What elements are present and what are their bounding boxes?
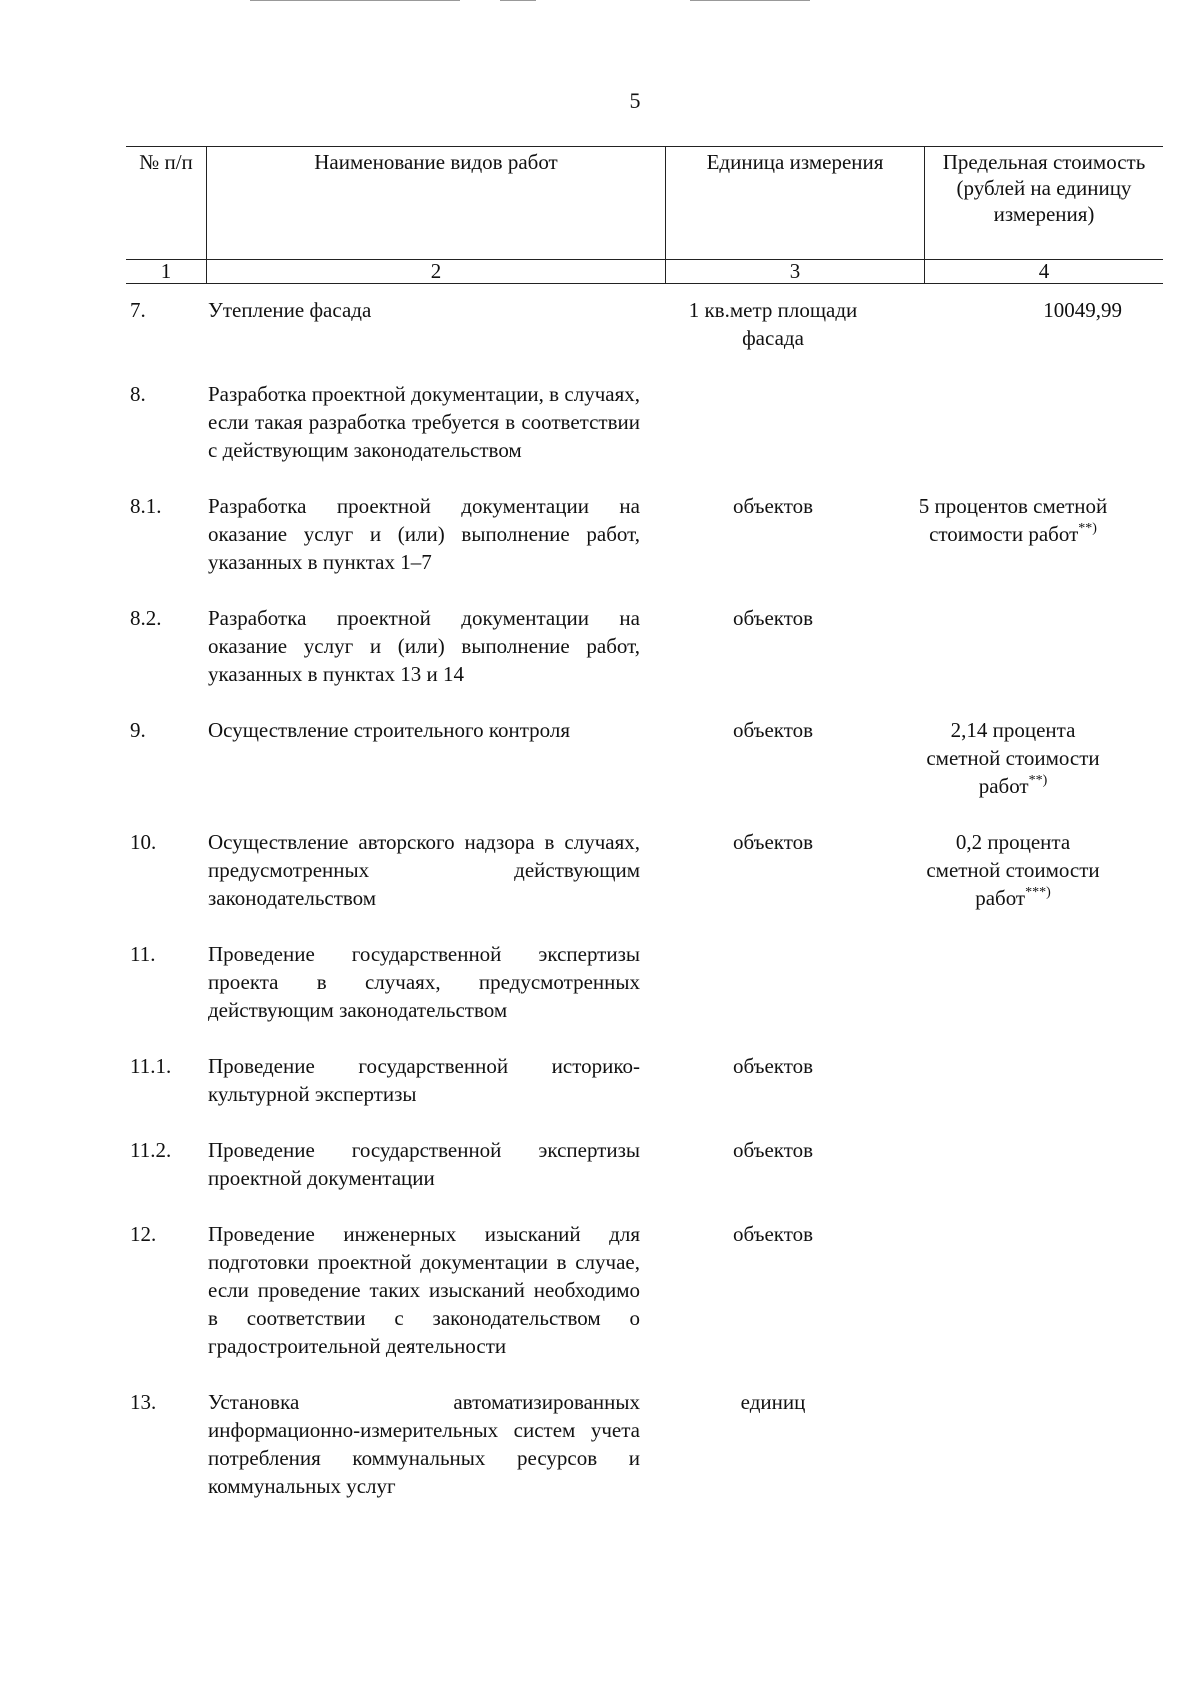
row-unit: единиц [740,1390,806,1414]
header-number: № п/п [126,147,207,260]
row-number: 10. [130,830,157,854]
row-work-name: Разработка проектной документации на оказание услуг и (или) выполнение работ, указанных в пунктах 1–7 [208,494,640,574]
row-unit: объектов [732,494,814,518]
row-number: 12. [130,1222,157,1246]
footnote-mark: ***) [1025,885,1051,900]
row-price-text: 2,14 процента сметной стоимости работ [926,718,1100,798]
column-number-1: 1 [126,260,207,284]
table-header [126,146,1163,284]
row-price [898,296,1128,352]
header-work-name: Наименование видов работ [207,147,666,260]
row-price [898,1220,1128,1360]
row-unit: объектов [732,1054,814,1078]
row-price [898,828,1128,912]
page-number: 5 [629,88,641,113]
row-number: 8. [130,382,146,406]
row-work-name: Установка автоматизированных информационно-измерительных систем учета потребления коммунальных ресурсов и коммунальных услуг [208,1390,640,1498]
row-price [898,380,1128,464]
table-row [126,296,1128,352]
column-number-3: 3 [666,260,925,284]
table-row [126,1388,1128,1500]
row-number: 9. [130,718,146,742]
table-row [126,1220,1128,1360]
table-row [126,716,1128,800]
header-unit: Единица измерения [666,147,925,260]
row-unit [648,940,898,1024]
table-row [126,492,1128,576]
table-row [126,1136,1128,1192]
row-price [898,492,1128,576]
row-price [898,604,1128,688]
row-price [898,1388,1128,1500]
row-unit: объектов [732,1138,814,1162]
row-work-name: Разработка проектной документации, в случаях, если такая разработка требуется в соответствии с действующим законодательством [208,382,640,462]
row-work-name: Проведение инженерных изысканий для подготовки проектной документации в случае, если проведение таких изысканий необходимо в соответствии с законодательством о градостроительной деятельности [208,1222,640,1358]
row-number: 8.1. [130,494,162,518]
row-price [898,940,1128,1024]
row-unit: объектов [732,830,814,854]
table-row [126,1052,1128,1108]
column-number-row [126,260,1163,284]
row-unit: 1 кв.метр площади фасада [688,298,858,350]
row-work-name: Проведение государственной экспертизы проектной документации [208,1138,640,1190]
column-number-2: 2 [207,260,666,284]
row-number: 8.2. [130,606,162,630]
row-number: 7. [130,298,146,322]
table-row [126,604,1128,688]
row-unit: объектов [732,1222,814,1246]
row-price [898,716,1128,800]
footnote-mark: **) [1078,521,1097,536]
row-price-text: 5 процентов сметной стоимости работ [918,494,1108,546]
row-work-name: Разработка проектной документации на оказание услуг и (или) выполнение работ, указанных в пунктах 13 и 14 [208,606,640,686]
row-price-text: 10049,99 [1043,298,1122,322]
scan-artifact [500,0,536,1]
row-number: 13. [130,1390,157,1414]
row-unit: объектов [732,718,814,742]
row-work-name: Осуществление авторского надзора в случаях, предусмотренных действующим законодательством [208,830,640,910]
row-price-text: 0,2 процента сметной стоимости работ [926,830,1100,910]
row-work-name: Утепление фасада [208,298,372,322]
row-number: 11. [130,942,156,966]
row-work-name: Проведение государственной историко-культурной экспертизы [208,1054,640,1106]
header-max-cost: Предельная стоимость (рублей на единицу измерения) [925,147,1164,260]
table-row [126,828,1128,912]
scan-artifact [690,0,810,1]
row-price [898,1136,1128,1192]
footnote-mark: **) [1028,773,1048,788]
table-row [126,940,1128,1024]
row-work-name: Проведение государственной экспертизы проекта в случаях, предусмотренных действующим законодательством [208,942,640,1022]
row-unit: объектов [732,606,814,630]
table-body [126,296,1128,1500]
row-number: 11.1. [130,1054,172,1078]
row-unit [648,380,898,464]
row-price [898,1052,1128,1108]
column-number-4: 4 [925,260,1164,284]
header-row [126,147,1163,260]
table-row [126,380,1128,464]
scan-artifact [250,0,460,1]
row-work-name: Осуществление строительного контроля [208,718,571,742]
row-number: 11.2. [130,1138,172,1162]
